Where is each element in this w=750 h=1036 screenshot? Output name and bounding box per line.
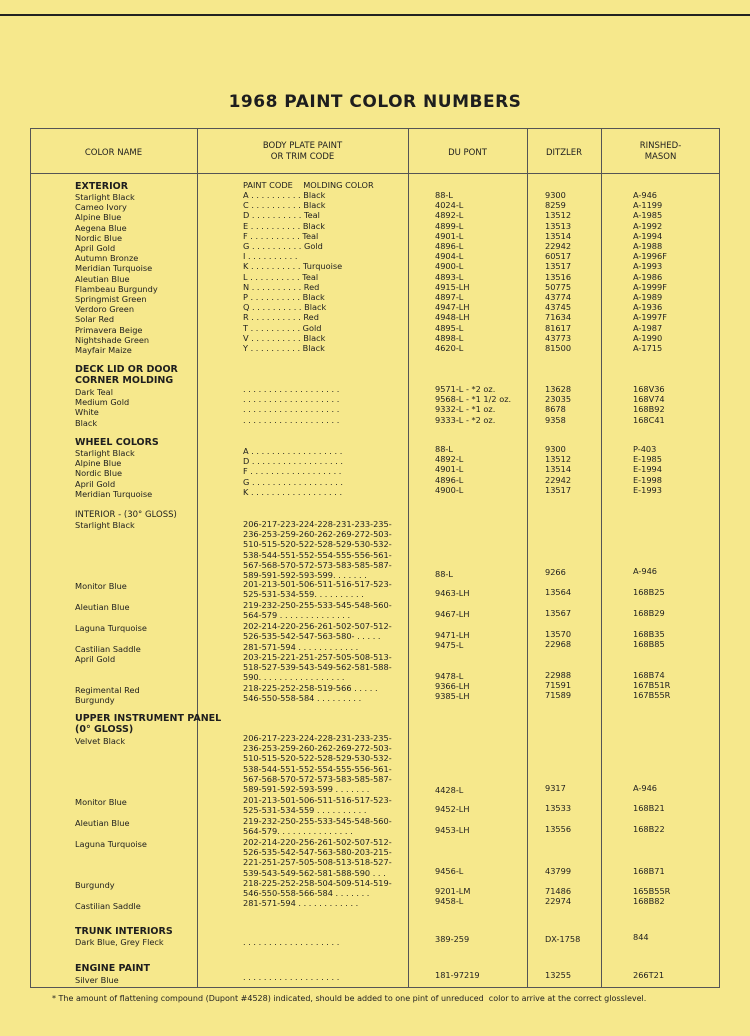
ditzler-cell: 22942 — [545, 241, 572, 252]
upper-aleutian-name: Aleutian Blue — [75, 818, 130, 828]
upper-laguna-name: Laguna Turquoise — [75, 839, 147, 849]
top-rule — [0, 14, 750, 16]
upper-castilian-name: Castilian Saddle — [75, 901, 141, 911]
color-name-cell: Alpine Blue — [75, 458, 122, 469]
color-name-cell: Meridian Turquoise — [75, 488, 153, 499]
paint-code-header: PAINT CODE MOLDING COLOR — [243, 180, 374, 190]
interior-aleutian-name: Aleutian Blue — [75, 602, 130, 612]
color-name-cell: Medium Gold — [75, 397, 130, 408]
rinshed-mason-cell: E-1985 — [633, 454, 662, 465]
paint-code-cell: F . . . . . . . . . . . . . . . . . . — [243, 466, 342, 477]
paint-code-cell: G . . . . . . . . . . Gold — [243, 241, 323, 252]
paint-code-cell: D . . . . . . . . . . Teal — [243, 210, 320, 221]
upper-monitor-dupont: 9452-LH — [435, 804, 470, 814]
paint-code-cell: . . . . . . . . . . . . . . . . . . . — [243, 414, 340, 425]
color-name-cell: April Gold — [75, 478, 116, 489]
ditzler-cell: 81617 — [545, 322, 572, 333]
interior-monitor-ditzler: 13564 — [545, 587, 572, 597]
upper-castilian-rinshed: 168B82 — [633, 896, 665, 906]
dupont-cell: 4901-L — [435, 464, 464, 475]
upper-aleutian-rinshed: 168B22 — [633, 824, 665, 834]
ditzler-cell: 13514 — [545, 230, 572, 241]
dupont-cell: 4900-L — [435, 261, 464, 272]
section-heading-wheel: WHEEL COLORS — [75, 437, 159, 448]
color-name-cell: Autumn Bronze — [75, 253, 139, 264]
ditzler-cell: 23035 — [545, 394, 572, 405]
ditzler-cell: 43745 — [545, 302, 572, 313]
ditzler-cell: 71634 — [545, 312, 572, 323]
section-heading-engine: ENGINE PAINT — [75, 963, 150, 974]
paint-code-cell: T . . . . . . . . . . Gold — [243, 322, 322, 333]
upper-burgundy-ditzler: 71486 — [545, 886, 572, 896]
ditzler-cell: 13628 — [545, 384, 572, 394]
interior-april-dupont: 9478-L — [435, 671, 464, 681]
dupont-cell: 4896-L — [435, 241, 464, 252]
rinshed-mason-cell: 168C41 — [633, 414, 665, 425]
wheel-dupont — [435, 444, 463, 495]
ditzler-cell: 13517 — [545, 484, 572, 495]
interior-laguna-name: Laguna Turquoise — [75, 623, 147, 633]
header-rinshed-mason: RINSHED- MASON — [639, 141, 682, 162]
rinshed-mason-cell: 168V36 — [633, 384, 665, 394]
rinshed-mason-cell: A-1992 — [633, 220, 663, 231]
column-divider — [197, 128, 198, 988]
paint-code-cell: Y . . . . . . . . . . Black — [243, 343, 325, 354]
section-heading-corner: CORNER MOLDING — [75, 375, 174, 386]
trunk-name: Dark Blue, Grey Fleck — [75, 937, 164, 947]
trunk-code: . . . . . . . . . . . . . . . . . . . — [243, 937, 340, 947]
rinshed-mason-cell: A-946 — [633, 190, 658, 200]
column-divider — [527, 128, 528, 988]
ditzler-cell: 43774 — [545, 292, 572, 303]
dupont-cell: 9333-L - *2 oz. — [435, 414, 496, 425]
upper-castilian-dupont: 9458-L — [435, 896, 464, 906]
paint-code-cell: N . . . . . . . . . . Red — [243, 281, 320, 292]
rinshed-mason-cell: A-1993 — [633, 261, 663, 272]
section-heading-exterior: EXTERIOR — [75, 181, 129, 192]
rinshed-mason-cell: A-1989 — [633, 292, 663, 303]
dupont-cell: 4892-L — [435, 454, 464, 465]
header-rule — [30, 173, 720, 174]
wheel-codes — [243, 446, 343, 497]
rinshed-mason-cell: A-1199 — [633, 200, 663, 211]
ditzler-cell: 13512 — [545, 210, 572, 221]
interior-regimental-codes: 218-225-252-258-519-566 . . . . . — [243, 683, 378, 693]
section-heading-interior: INTERIOR - (30° GLOSS) — [75, 510, 177, 520]
paint-code-cell: . . . . . . . . . . . . . . . . . . . — [243, 384, 340, 394]
dupont-cell: 4620-L — [435, 343, 464, 354]
interior-monitor-name: Monitor Blue — [75, 581, 127, 591]
color-name-cell: Mayfair Maize — [75, 345, 132, 356]
deck-dupont — [435, 384, 511, 425]
upper-monitor-name: Monitor Blue — [75, 797, 127, 807]
rinshed-mason-cell: A-1994 — [633, 230, 663, 241]
ditzler-cell: 13517 — [545, 261, 572, 272]
interior-starlight-ditzler: 9266 — [545, 567, 566, 577]
column-divider — [601, 128, 602, 988]
upper-burgundy-rinshed: 165B55R — [633, 886, 671, 896]
paint-code-cell: K . . . . . . . . . . Turquoise — [243, 261, 343, 272]
paint-code-cell: C . . . . . . . . . . Black — [243, 200, 326, 211]
interior-starlight-dupont: 88-L — [435, 569, 453, 579]
rinshed-mason-cell: A-1997F — [633, 312, 667, 323]
ditzler-cell: 13512 — [545, 454, 572, 465]
interior-laguna-ditzler: 13570 — [545, 629, 572, 639]
upper-monitor-rinshed: 168B21 — [633, 803, 665, 813]
color-name-cell: Dark Teal — [75, 387, 113, 397]
section-heading-upper-panel: UPPER INSTRUMENT PANEL — [75, 713, 222, 724]
paint-code-cell: . . . . . . . . . . . . . . . . . . . — [243, 394, 340, 405]
upper-velvet-dupont: 4428-L — [435, 785, 464, 795]
interior-burgundy-codes: 546-550-558-584 . . . . . . . . . — [243, 693, 362, 703]
interior-castilian-name: Castilian Saddle — [75, 644, 141, 654]
exterior-names — [75, 192, 158, 355]
engine-ditzler: 13255 — [545, 970, 572, 980]
paint-code-cell: P . . . . . . . . . . Black — [243, 292, 325, 303]
interior-burgundy-ditzler: 71589 — [545, 690, 572, 700]
interior-starlight-codes: 206-217-223-224-228-231-233-235- 236-253-259-260-262-269-272-503- 510-515-520-522-528-529-530-532- 538-544-551-552-554-555-556-561- 567-568-570-572-573-583-585-587- 589-591-592-593-599. . . . . . . — [243, 519, 392, 581]
upper-burgundy-codes: 218-225-252-258-504-509-514-519- 546-550-558-566-584 . . . . . . . — [243, 878, 392, 899]
dupont-cell: 4900-L — [435, 484, 464, 495]
paint-code-cell: Q . . . . . . . . . . Black — [243, 302, 327, 313]
color-name-cell: Aleutian Blue — [75, 273, 130, 284]
dupont-cell: 4897-L — [435, 292, 464, 303]
deck-names — [75, 387, 129, 428]
engine-rinshed: 266T21 — [633, 970, 665, 980]
deck-rinshed — [633, 384, 665, 425]
engine-name: Silver Blue — [75, 975, 119, 985]
upper-burgundy-name: Burgundy — [75, 880, 115, 890]
color-name-cell: Springmist Green — [75, 294, 147, 305]
upper-laguna-dupont: 9456-L — [435, 866, 464, 876]
ditzler-cell: 43773 — [545, 332, 572, 343]
wheel-names — [75, 448, 152, 499]
paint-code-cell: E . . . . . . . . . . Black — [243, 220, 325, 231]
interior-burgundy-name: Burgundy — [75, 695, 115, 705]
upper-aleutian-codes: 219-232-250-255-533-545-548-560- 564-579. . . . . . . . . . . . . . . — [243, 816, 392, 837]
interior-castilian-rinshed: 168B85 — [633, 639, 665, 649]
interior-monitor-rinshed: 168B25 — [633, 587, 665, 597]
upper-velvet-name: Velvet Black — [75, 736, 126, 746]
deck-codes — [243, 384, 339, 425]
ditzler-cell: 22942 — [545, 474, 572, 485]
color-name-cell: Primavera Beige — [75, 324, 143, 335]
dupont-cell: 9332-L - *1 oz. — [435, 404, 496, 415]
rinshed-mason-cell: A-1715 — [633, 343, 663, 354]
rinshed-mason-cell: E-1998 — [633, 474, 662, 485]
engine-code: . . . . . . . . . . . . . . . . . . . — [243, 972, 340, 982]
rinshed-mason-cell: A-1988 — [633, 241, 663, 252]
rinshed-mason-cell: E-1993 — [633, 484, 662, 495]
section-heading-gloss: (0° GLOSS) — [75, 724, 134, 735]
paint-code-cell: K . . . . . . . . . . . . . . . . . . — [243, 486, 343, 497]
rinshed-mason-cell: A-1999F — [633, 281, 667, 292]
engine-dupont: 181-97219 — [435, 970, 480, 980]
section-heading-trunk: TRUNK INTERIORS — [75, 926, 173, 937]
upper-laguna-codes: 202-214-220-256-261-502-507-512- 526-535-542-547-563-580-203-215- 221-251-257-505-508-513-518-527- 539-543-549-562-581-588-590 . . . — [243, 837, 392, 878]
upper-castilian-ditzler: 22974 — [545, 896, 572, 906]
exterior-rinshed — [633, 190, 667, 353]
interior-regimental-rinshed: 167B51R — [633, 680, 671, 690]
interior-aleutian-rinshed: 168B29 — [633, 608, 665, 618]
interior-april-name: April Gold — [75, 654, 116, 664]
color-name-cell: Verdoro Green — [75, 304, 135, 315]
interior-laguna-codes: 202-214-220-256-261-502-507-512- 526-535-542-547-563-580- . . . . . — [243, 621, 392, 642]
color-name-cell: Nordic Blue — [75, 232, 123, 243]
header-body-plate: BODY PLATE PAINT OR TRIM CODE — [262, 141, 343, 162]
upper-monitor-codes: 201-213-501-506-511-516-517-523- 525-531-534-559 . . . . . . . . . . — [243, 795, 392, 816]
interior-laguna-rinshed: 168B35 — [633, 629, 665, 639]
ditzler-cell: 9300 — [545, 190, 566, 200]
dupont-cell: 4899-L — [435, 220, 464, 231]
paint-code-cell: R . . . . . . . . . . Red — [243, 312, 319, 323]
interior-laguna-dupont: 9471-LH — [435, 630, 470, 640]
color-name-cell: Meridian Turquoise — [75, 263, 153, 274]
upper-laguna-ditzler: 43799 — [545, 866, 572, 876]
wheel-rinshed — [633, 444, 662, 495]
paint-code-cell: A . . . . . . . . . . . . . . . . . . — [243, 446, 343, 456]
upper-laguna-rinshed: 168B71 — [633, 866, 665, 876]
upper-velvet-codes: 206-217-223-224-228-231-233-235- 236-253-259-260-262-269-272-503- 510-515-520-522-528-529-530-532- 538-544-551-552-554-555-556-561- 567-568-570-572-573-583-585-587- 589-591-592-593-599 . . . . . . . — [243, 733, 392, 795]
trunk-ditzler: DX-1758 — [545, 934, 581, 944]
interior-regimental-dupont: 9366-LH — [435, 681, 470, 691]
trunk-dupont: 389-259 — [435, 934, 470, 944]
interior-april-ditzler: 22988 — [545, 670, 572, 680]
header-ditzler: DITZLER — [545, 148, 583, 158]
interior-castilian-dupont: 9475-L — [435, 640, 464, 650]
interior-castilian-ditzler: 22968 — [545, 639, 572, 649]
interior-april-rinshed: 168B74 — [633, 670, 665, 680]
interior-burgundy-dupont: 9385-LH — [435, 691, 470, 701]
color-name-cell: Cameo Ivory — [75, 202, 127, 213]
header-color-name: COLOR NAME — [84, 148, 143, 158]
exterior-codes — [243, 190, 342, 353]
rinshed-mason-cell: A-1985 — [633, 210, 663, 221]
upper-castilian-codes: 281-571-594 . . . . . . . . . . . . — [243, 898, 359, 908]
rinshed-mason-cell: A-1936 — [633, 302, 663, 313]
interior-aleutian-dupont: 9467-LH — [435, 609, 470, 619]
trunk-rinshed: 844 — [633, 932, 649, 942]
dupont-cell: 4898-L — [435, 332, 464, 343]
ditzler-cell: 60517 — [545, 251, 572, 262]
ditzler-cell: 8259 — [545, 200, 566, 211]
section-heading-deck: DECK LID OR DOOR — [75, 364, 178, 375]
rinshed-mason-cell: A-1996F — [633, 251, 667, 262]
interior-monitor-dupont: 9463-LH — [435, 588, 470, 598]
exterior-dupont — [435, 190, 470, 353]
interior-regimental-ditzler: 71591 — [545, 680, 572, 690]
ditzler-cell: 9300 — [545, 444, 566, 454]
dupont-cell: 4896-L — [435, 474, 464, 485]
rinshed-mason-cell: E-1994 — [633, 464, 662, 475]
footnote: * The amount of flattening compound (Dupont #4528) indicated, should be added to one pint of unreduced color to arrive at the correct glosslevel. — [52, 994, 647, 1003]
color-name-cell: White — [75, 407, 99, 418]
interior-april-codes: 203-215-221-251-257-505-508-513- 518-527-539-543-549-562-581-588- 590. . . . . . . . . . . . . . . . . — [243, 652, 392, 683]
dupont-cell: 88-L — [435, 444, 453, 454]
dupont-cell: 88-L — [435, 190, 453, 200]
dupont-cell: 4948-LH — [435, 312, 470, 323]
color-name-cell: Solar Red — [75, 314, 115, 325]
paint-code-cell: L . . . . . . . . . . Teal — [243, 271, 319, 282]
rinshed-mason-cell: A-1990 — [633, 332, 663, 343]
paint-code-cell: A . . . . . . . . . . Black — [243, 190, 326, 200]
page-title: 1968 PAINT COLOR NUMBERS — [228, 92, 522, 112]
upper-aleutian-ditzler: 13556 — [545, 824, 572, 834]
ditzler-cell: 13516 — [545, 271, 572, 282]
column-divider — [408, 128, 409, 988]
ditzler-cell: 50775 — [545, 281, 572, 292]
dupont-cell: 4947-LH — [435, 302, 470, 313]
color-name-cell: Flambeau Burgundy — [75, 283, 158, 294]
ditzler-cell: 9358 — [545, 414, 566, 425]
deck-ditzler — [545, 384, 571, 425]
dupont-cell: 4915-LH — [435, 281, 470, 292]
upper-velvet-ditzler: 9317 — [545, 783, 566, 793]
rinshed-mason-cell: 168B92 — [633, 404, 665, 415]
ditzler-cell: 13514 — [545, 464, 572, 475]
dupont-cell: 4893-L — [435, 271, 464, 282]
color-name-cell: April Gold — [75, 243, 116, 254]
upper-burgundy-dupont: 9201-LM — [435, 886, 471, 896]
color-name-cell: Starlight Black — [75, 448, 135, 458]
paint-code-cell: V . . . . . . . . . . Black — [243, 332, 326, 343]
rinshed-mason-cell: A-1987 — [633, 322, 663, 333]
interior-castilian-codes: 281-571-594 . . . . . . . . . . . . — [243, 642, 359, 652]
exterior-ditzler — [545, 190, 571, 353]
paint-code-cell: G . . . . . . . . . . . . . . . . . . — [243, 476, 344, 487]
interior-starlight-name: Starlight Black — [75, 520, 135, 530]
paint-code-cell: F . . . . . . . . . . Teal — [243, 230, 319, 241]
upper-monitor-ditzler: 13533 — [545, 803, 572, 813]
color-name-cell: Nightshade Green — [75, 334, 150, 345]
rinshed-mason-cell: P-403 — [633, 444, 657, 454]
interior-starlight-rinshed: A-946 — [633, 566, 658, 576]
rinshed-mason-cell: 168V74 — [633, 394, 665, 405]
interior-monitor-codes: 201-213-501-506-511-516-517-523- 525-531-534-559. . . . . . . . . . — [243, 579, 392, 600]
color-name-cell: Nordic Blue — [75, 468, 123, 479]
dupont-cell: 9571-L - *2 oz. — [435, 384, 496, 394]
dupont-cell: 4024-L — [435, 200, 464, 211]
wheel-ditzler — [545, 444, 571, 495]
upper-aleutian-dupont: 9453-LH — [435, 825, 470, 835]
dupont-cell: 4904-L — [435, 251, 464, 262]
dupont-cell: 9568-L - *1 1/2 oz. — [435, 394, 512, 405]
dupont-cell: 4895-L — [435, 322, 464, 333]
ditzler-cell: 8678 — [545, 404, 566, 415]
interior-aleutian-ditzler: 13567 — [545, 608, 572, 618]
paint-code-cell: I . . . . . . . . . . — [243, 251, 298, 262]
upper-velvet-rinshed: A-946 — [633, 783, 658, 793]
color-name-cell: Alpine Blue — [75, 212, 122, 223]
paint-code-cell: . . . . . . . . . . . . . . . . . . . — [243, 404, 340, 415]
color-name-cell: Black — [75, 417, 98, 428]
interior-aleutian-codes: 219-232-250-255-533-545-548-560- 564-579 . . . . . . . . . . . . . . — [243, 600, 392, 621]
dupont-cell: 4901-L — [435, 230, 464, 241]
rinshed-mason-cell: A-1986 — [633, 271, 663, 282]
interior-regimental-name: Regimental Red — [75, 685, 140, 695]
color-name-cell: Starlight Black — [75, 192, 135, 202]
interior-burgundy-rinshed: 167B55R — [633, 690, 671, 700]
color-name-cell: Aegena Blue — [75, 222, 127, 233]
dupont-cell: 4892-L — [435, 210, 464, 221]
ditzler-cell: 13513 — [545, 220, 572, 231]
paint-code-cell: D . . . . . . . . . . . . . . . . . . — [243, 456, 343, 467]
header-dupont: DU PONT — [448, 148, 487, 158]
ditzler-cell: 81500 — [545, 343, 572, 354]
